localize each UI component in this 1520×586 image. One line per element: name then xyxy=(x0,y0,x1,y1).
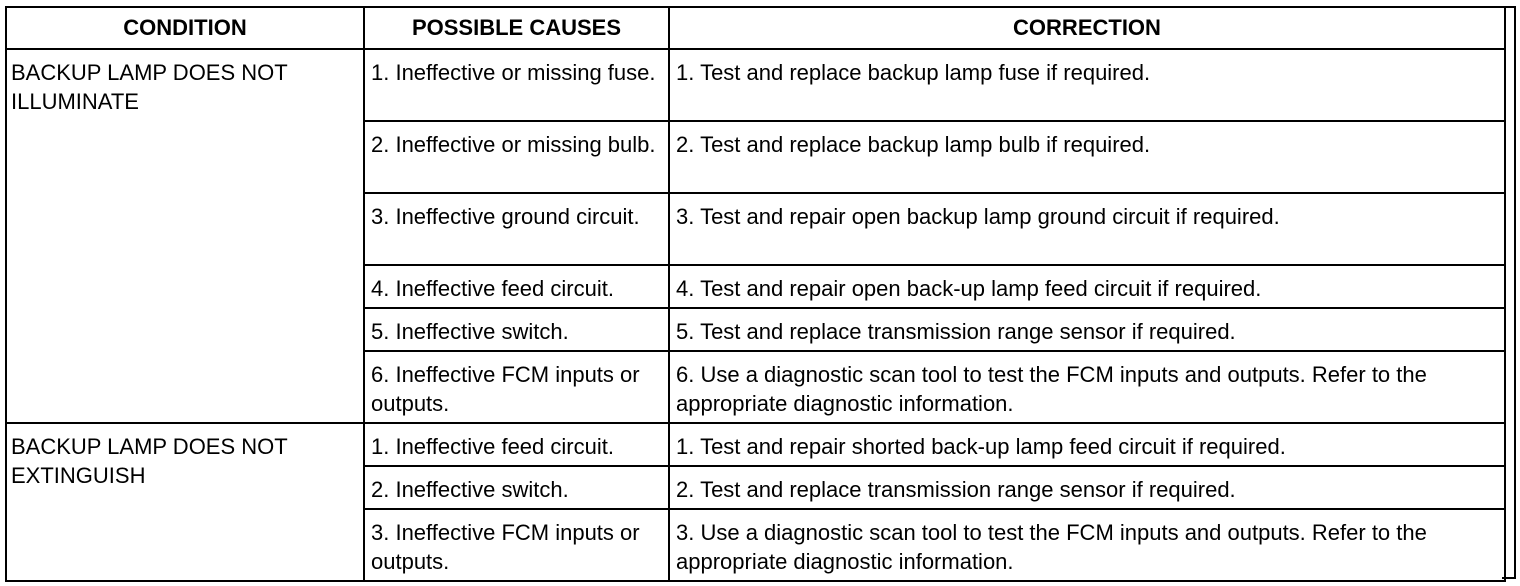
correction-cell: 6. Use a diagnostic scan tool to test the FCM inputs and outputs. Refer to the appropriate diagnostic information. xyxy=(669,351,1505,423)
diagnosis-table xyxy=(5,6,1506,582)
correction-cell: 1. Test and repair shorted back-up lamp feed circuit if required. xyxy=(669,423,1505,466)
correction-cell: 1. Test and replace backup lamp fuse if required. xyxy=(669,49,1505,121)
cause-cell: 1. Ineffective feed circuit. xyxy=(364,423,669,466)
header-row xyxy=(6,7,1505,49)
cause-cell: 1. Ineffective or missing fuse. xyxy=(364,49,669,121)
correction-cell: 3. Test and repair open backup lamp ground circuit if required. xyxy=(669,193,1505,265)
cause-cell: 3. Ineffective FCM inputs or outputs. xyxy=(364,509,669,581)
header-correction: CORRECTION xyxy=(669,7,1505,49)
table-row xyxy=(6,423,1505,466)
cause-cell: 2. Ineffective switch. xyxy=(364,466,669,509)
table-row xyxy=(6,49,1505,121)
condition-cell: BACKUP LAMP DOES NOT EXTINGUISH xyxy=(6,423,364,581)
cause-cell: 6. Ineffective FCM inputs or outputs. xyxy=(364,351,669,423)
cause-cell: 4. Ineffective feed circuit. xyxy=(364,265,669,308)
condition-cell: BACKUP LAMP DOES NOT ILLUMINATE xyxy=(6,49,364,423)
correction-cell: 2. Test and replace transmission range sensor if required. xyxy=(669,466,1505,509)
header-condition: CONDITION xyxy=(6,7,364,49)
right-margin-rule-bottom xyxy=(1502,577,1516,579)
correction-cell: 2. Test and replace backup lamp bulb if required. xyxy=(669,121,1505,193)
cause-cell: 5. Ineffective switch. xyxy=(364,308,669,351)
right-margin-rule xyxy=(1514,6,1516,579)
correction-cell: 3. Use a diagnostic scan tool to test the FCM inputs and outputs. Refer to the appropriate diagnostic information. xyxy=(669,509,1505,581)
cause-cell: 3. Ineffective ground circuit. xyxy=(364,193,669,265)
correction-cell: 4. Test and repair open back-up lamp feed circuit if required. xyxy=(669,265,1505,308)
correction-cell: 5. Test and replace transmission range sensor if required. xyxy=(669,308,1505,351)
header-possible-causes: POSSIBLE CAUSES xyxy=(364,7,669,49)
cause-cell: 2. Ineffective or missing bulb. xyxy=(364,121,669,193)
